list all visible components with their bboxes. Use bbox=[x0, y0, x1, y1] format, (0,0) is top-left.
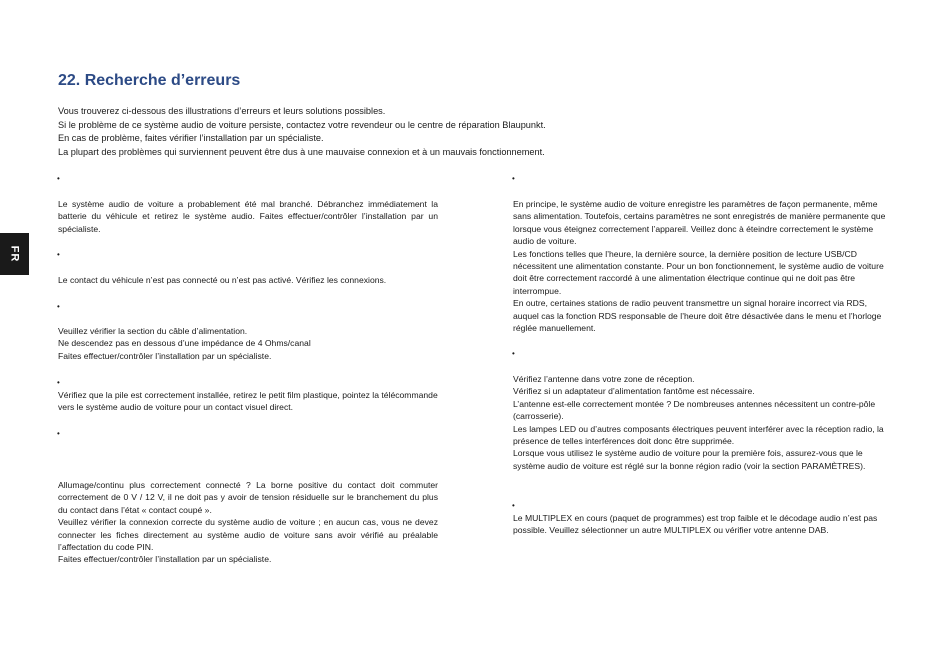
intro-line: En cas de problème, faites vérifier l’installation par un spécialiste. bbox=[58, 133, 324, 144]
paragraph: Le contact du véhicule n’est pas connecté ou n’est pas activé. Vérifiez les connexions. bbox=[58, 275, 387, 285]
intro-text bbox=[58, 105, 898, 160]
paragraph: Le MULTIPLEX en cours (paquet de programmes) est trop faible et le décodage audio n’est pas possible. Veuillez sélectionner un autre MULTIPLEX ou vérifier votre antenne DAB. bbox=[513, 513, 878, 536]
bullet-marker: • bbox=[57, 250, 60, 259]
left-section-5 bbox=[58, 479, 438, 566]
intro-line: Si le problème de ce système audio de voiture persiste, contactez votre revendeur ou le centre de réparation Blaupunkt. bbox=[58, 119, 546, 130]
paragraph: Faites effectuer/contrôler l’installation par un spécialiste. bbox=[58, 350, 272, 361]
paragraph: En outre, certaines stations de radio peuvent transmettre un signal horaire incorrect via RDS, auquel cas la fonction RDS responsable de l’heure doit être désactivée dans le menu et l’horloge réglée manuellement. bbox=[513, 298, 882, 334]
intro-line: Vous trouverez ci-dessous des illustrations d’erreurs et leurs solutions possibles. bbox=[58, 106, 386, 116]
language-tab bbox=[0, 233, 29, 275]
right-section-3 bbox=[513, 512, 893, 537]
paragraph: Veuillez vérifier la section du câble d’alimentation. bbox=[58, 326, 248, 336]
paragraph: Lorsque vous utilisez le système audio de voiture pour la première fois, assurez-vous que le système audio de voiture est réglé sur la bonne région radio (voir la section PARAMÈTRES). bbox=[513, 448, 866, 471]
bullet-marker: • bbox=[512, 501, 515, 510]
bullet-marker: • bbox=[57, 302, 60, 311]
right-section-2 bbox=[513, 373, 893, 472]
bullet-marker: • bbox=[512, 349, 515, 358]
intro-line: La plupart des problèmes qui surviennent peuvent être dus à une mauvaise connexion et à un mauvais fonctionnement. bbox=[58, 147, 545, 158]
paragraph: Allumage/continu plus correctement connecté ? La borne positive du contact doit commuter correctement de 0 V / 12 V, il ne doit pas y avoir de tension résiduelle sur le branchement du plus du contact dans l’état « contact coupé ». bbox=[58, 480, 438, 515]
paragraph: Ne descendez pas en dessous d’une impédance de 4 Ohms/canal bbox=[58, 338, 311, 349]
left-section-2 bbox=[58, 274, 438, 286]
left-section-1 bbox=[58, 198, 438, 235]
paragraph: Vérifiez l’antenne dans votre zone de réception. bbox=[513, 374, 695, 384]
paragraph: En principe, le système audio de voiture enregistre les paramètres de façon permanente, même sans alimentation. Toutefois, certains paramètres ne sont enregistrés de manière permanente que lorsque vous éteignez correctement l’appareil. Veillez donc à éteindre correctement le système audio de voiture. bbox=[513, 199, 886, 247]
bullet-marker: • bbox=[57, 429, 60, 438]
paragraph: Les lampes LED ou d’autres composants électriques peuvent interférer avec la réception radio, la présence de telles interférences doit donc être supprimée. bbox=[513, 423, 884, 447]
language-tab-label: FR bbox=[8, 245, 21, 263]
paragraph: Les fonctions telles que l’heure, la dernière source, la dernière position de lecture USB/CD nécessitent une alimentation constante. Pour un bon fonctionnement, le système audio de voiture doit être correctement raccordé à une alimentation électrique continue qui ne doit pas être interrompue. bbox=[513, 248, 884, 296]
paragraph: Le système audio de voiture a probablement été mal branché. Débranchez immédiatement la batterie du véhicule et retirez le système audio. Faites effectuer/contrôler l’installation par un spécialiste. bbox=[58, 199, 438, 234]
left-section-3 bbox=[58, 325, 438, 362]
paragraph: Veuillez vérifier la connexion correcte du système audio de voiture ; en aucun cas, vous ne devez connecter les fiches directement au système audio de voiture sans avoir vérifié au préalable l’affectation du code PIN. bbox=[58, 517, 438, 553]
bullet-marker: • bbox=[512, 174, 515, 183]
left-section-4 bbox=[58, 389, 438, 414]
paragraph: L’antenne est-elle correctement montée ? De nombreuses antennes nécessitent un contre-pôle (carrosserie). bbox=[513, 398, 876, 422]
paragraph: Vérifiez si un adaptateur d’alimentation fantôme est nécessaire. bbox=[513, 386, 755, 397]
bullet-marker: • bbox=[57, 174, 60, 183]
paragraph: Vérifiez que la pile est correctement installée, retirez le petit film plastique, pointez la télécommande vers le système audio de voiture pour un contact visuel direct. bbox=[58, 390, 438, 413]
paragraph: Faites effectuer/contrôler l’installation par un spécialiste. bbox=[58, 554, 272, 565]
bullet-marker: • bbox=[57, 378, 60, 387]
page-title: 22. Recherche d’erreurs bbox=[58, 72, 241, 89]
right-section-1 bbox=[513, 198, 893, 334]
